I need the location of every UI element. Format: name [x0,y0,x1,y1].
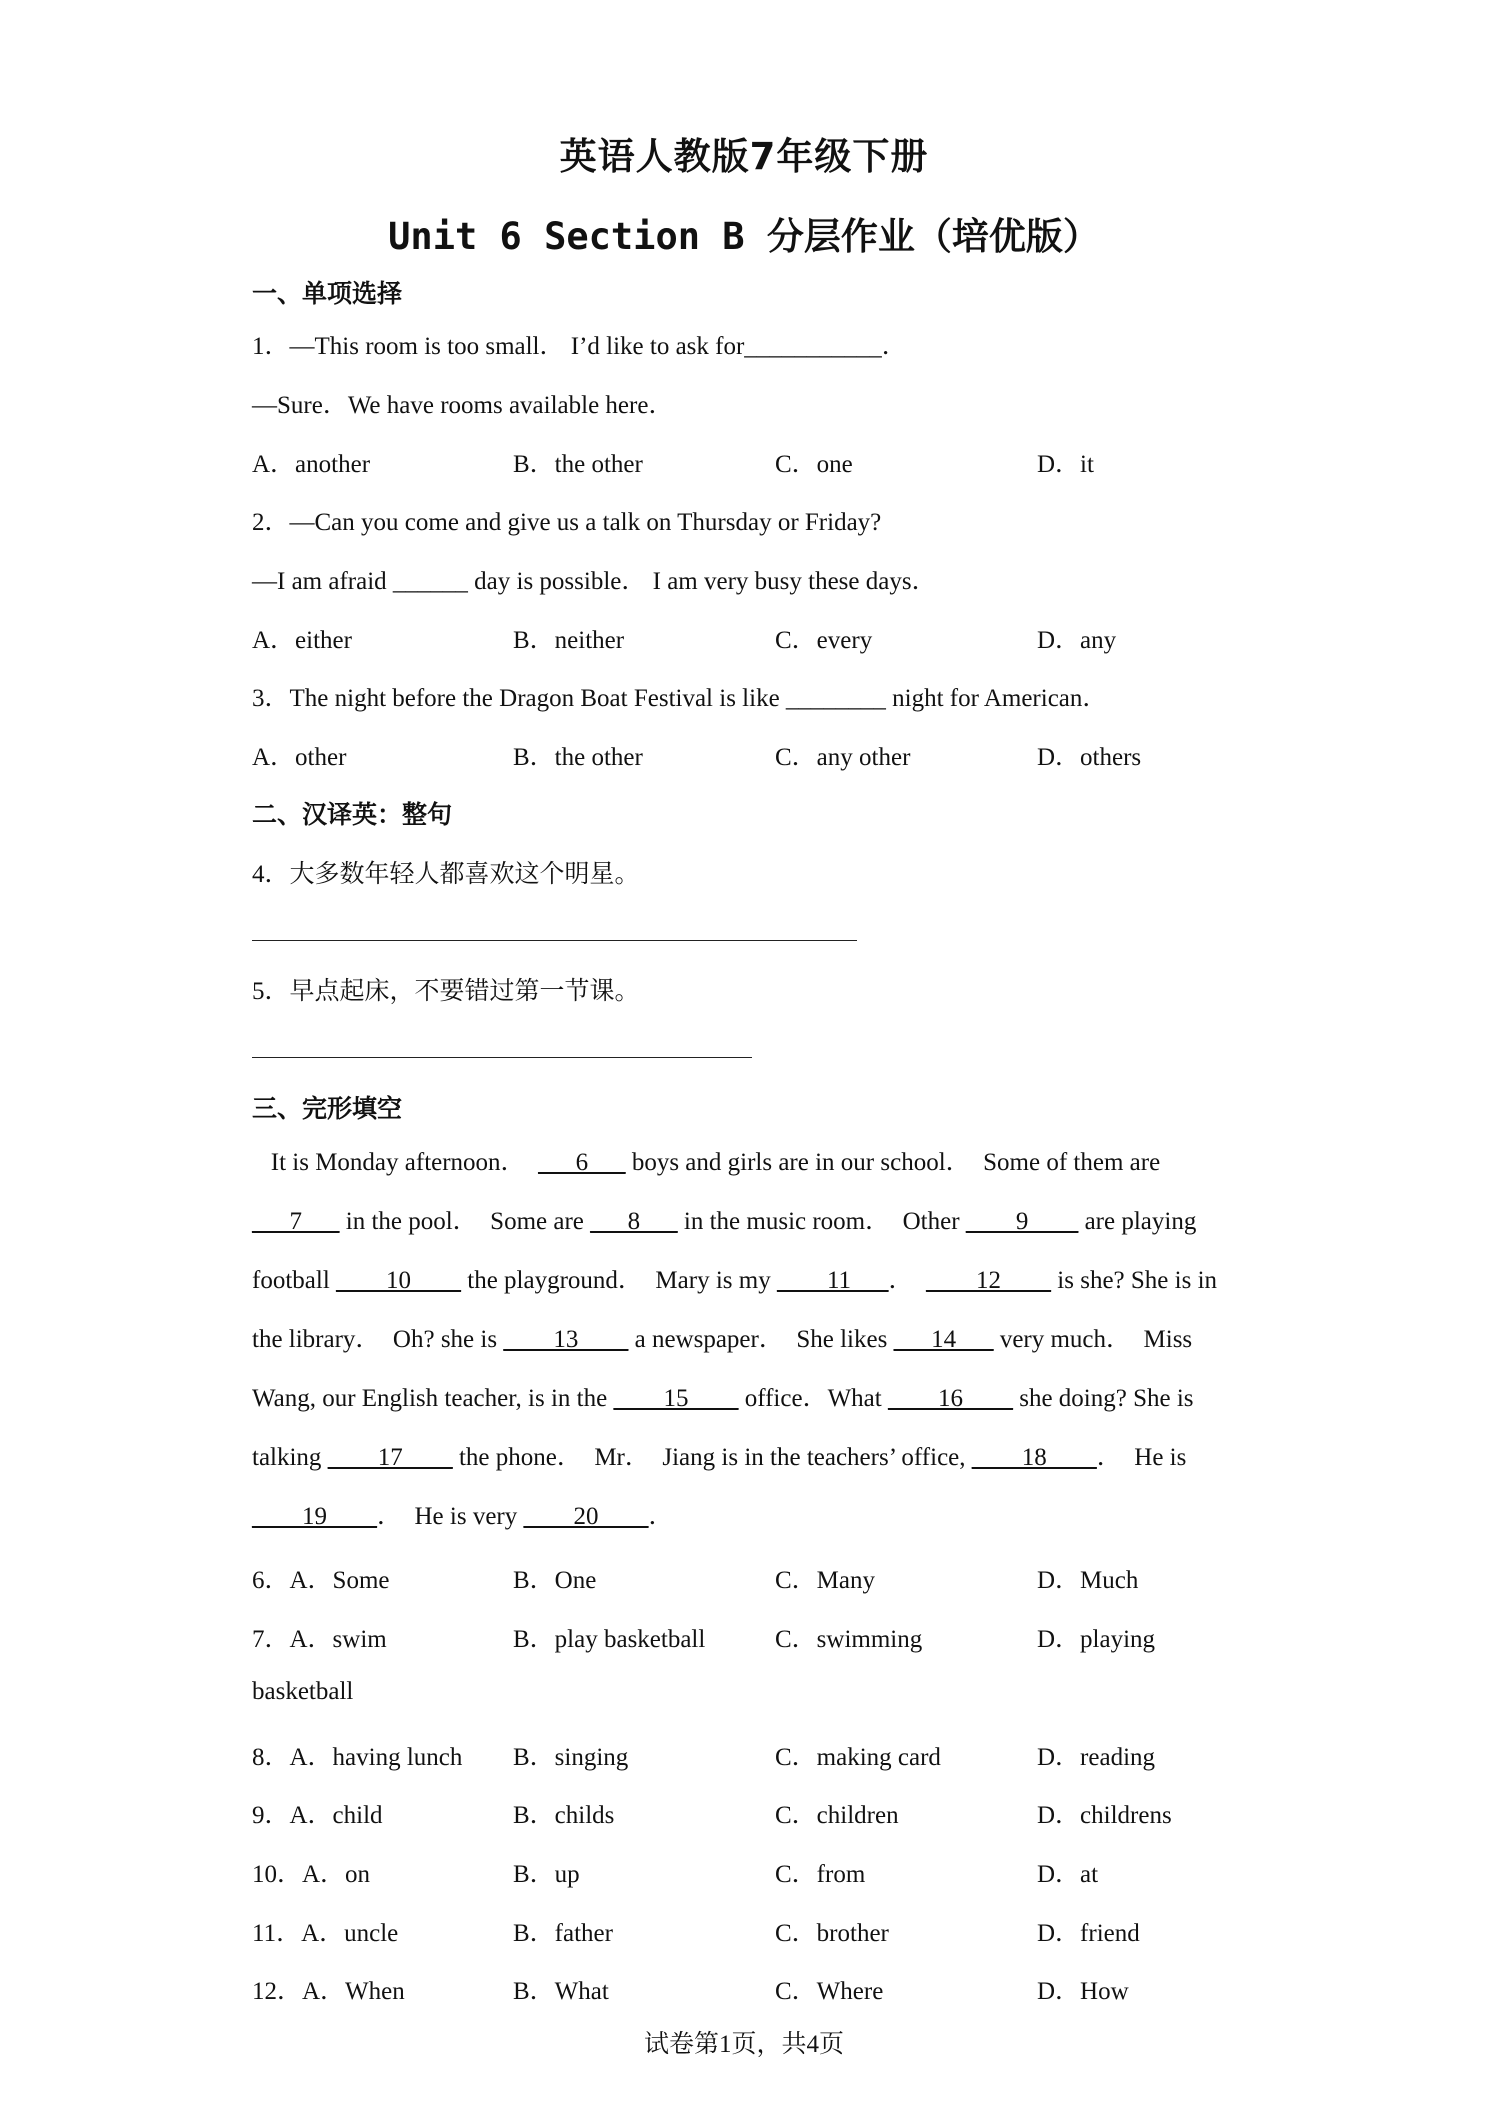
question-4-line: 4．大多数年轻人都喜欢这个明星。 [252,861,640,888]
question-11-option-c: C．brother [775,1920,889,1947]
blank-10: ____10____ [336,1267,462,1294]
passage-text: ． He is [1096,1444,1187,1471]
question-12-option-d: D．How [1037,1978,1129,2005]
question-1-option-c: C．one [775,451,853,478]
question-8-option-b: B．singing [513,1744,629,1771]
passage-line [252,1251,1248,1310]
question-8-option-c: C．making card [775,1744,941,1771]
question-3-option-d: D．others [1037,744,1142,771]
passage-text: office．What [738,1385,888,1412]
question-11-option-b: B．father [513,1920,613,1947]
question-9-option-a: 9．A．child [252,1802,383,1829]
question-12-option-c: C．Where [775,1978,884,2005]
passage-text: the library． Oh? she is [252,1326,504,1353]
blank-9: ____9____ [965,1208,1079,1235]
question-2-option-a: A．either [252,627,352,654]
passage-text: the phone． Mr． Jiang is in the teachers’ office, [452,1444,972,1471]
passage-text: football [252,1267,337,1294]
cloze-passage [252,1133,1248,1546]
passage-text: ． He is very [377,1503,524,1530]
passage-text: are playing [1078,1208,1197,1235]
question-1-option-d: D．it [1037,451,1094,478]
page-title: 英语人教版7年级下册 [559,135,929,178]
question-8-option-d: D．reading [1037,1744,1156,1771]
passage-line [252,1133,1248,1192]
question-6-option-c: C．Many [775,1567,876,1594]
passage-text: boys and girls are in our school． Some of them are [625,1149,1161,1176]
blank-11: ____11___ [776,1267,889,1294]
passage-text: Wang, our English teacher, is in the [252,1385,614,1412]
blank-13: ____13____ [503,1326,629,1353]
question-6-option-d: D．Much [1037,1567,1139,1594]
question-4-answer-line[interactable] [252,940,857,941]
blank-19: ____19____ [252,1503,377,1530]
question-2-line-2: —I am afraid ______ day is possible． I am very busy these days． [252,568,937,595]
passage-line [252,1310,1248,1369]
passage-line [252,1192,1248,1251]
blank-17: ____17____ [327,1444,453,1471]
question-10-option-a: 10．A．on [252,1861,371,1888]
section-heading-cloze: 三、完形填空 [252,1094,403,1123]
question-1-line-2: —Sure．We have rooms available here． [252,392,674,419]
passage-text: very much． Miss [993,1326,1193,1353]
page-footer: 试卷第1页，共4页 [643,2031,844,2058]
passage-text: a newspaper． She likes [628,1326,894,1353]
question-2-option-c: C．every [775,627,873,654]
blank-6: ___6___ [538,1149,626,1176]
question-3-line: 3．The night before the Dragon Boat Festival is like ________ night for American． [252,685,1108,712]
question-8-option-a: 8．A．having lunch [252,1744,463,1771]
section-heading-translation: 二、汉译英：整句 [252,800,453,829]
question-9-option-d: D．childrens [1037,1802,1172,1829]
question-9-option-c: C．children [775,1802,899,1829]
question-10-option-c: C．from [775,1861,866,1888]
passage-text: she doing? She is [1012,1385,1194,1412]
passage-line [252,1487,1248,1546]
blank-20: ____20____ [523,1503,649,1530]
question-2-line-1: 2．—Can you come and give us a talk on Thursday or Friday? [252,509,882,536]
question-7-option-c: C．swimming [775,1626,923,1653]
passage-text: in the pool． Some are [339,1208,591,1235]
section-heading-single-choice: 一、单项选择 [252,279,403,308]
question-10-option-b: B．up [513,1861,580,1888]
question-11-option-a: 11．A．uncle [252,1920,399,1947]
blank-16: ____16____ [887,1385,1013,1412]
passage-line [252,1428,1248,1487]
passage-text: the playground． Mary is my [461,1267,777,1294]
blank-12: ____12____ [926,1267,1052,1294]
question-5-answer-line[interactable] [252,1057,752,1058]
blank-8: ___8___ [590,1208,678,1235]
blank-7: ___7___ [252,1208,340,1235]
blank-18: ____18____ [971,1444,1097,1471]
question-3-option-b: B．the other [513,744,643,771]
passage-line [252,1369,1248,1428]
question-10-option-d: D．at [1037,1861,1099,1888]
blank-14: ___14___ [893,1326,994,1353]
question-3-option-a: A．other [252,744,347,771]
question-12-option-a: 12．A．When [252,1978,405,2005]
question-2-option-b: B．neither [513,627,625,654]
passage-text: ． [648,1503,674,1530]
question-2-option-d: D．any [1037,627,1117,654]
passage-text: is she? She is in [1051,1267,1218,1294]
blank-15: ____15____ [613,1385,739,1412]
passage-text: ． [888,1267,927,1294]
question-1-line-1: 1．—This room is too small． I’d like to ask for___________． [252,333,907,360]
page-subtitle: Unit 6 Section B 分层作业（培优版） [388,215,1100,258]
question-11-option-d: D．friend [1037,1920,1140,1947]
question-3-option-c: C．any other [775,744,911,771]
question-6-option-a: 6．A．Some [252,1567,390,1594]
passage-text: in the music room． Other [677,1208,966,1235]
question-5-line: 5．早点起床，不要错过第一节课。 [252,978,640,1005]
question-7-option-b: B．play basketball [513,1626,706,1653]
question-12-option-b: B．What [513,1978,609,2005]
passage-text: talking [252,1444,328,1471]
question-1-option-b: B．the other [513,451,643,478]
question-1-option-a: A．another [252,451,371,478]
question-7-option-d: D．playing [1037,1626,1156,1653]
question-7-option-d-wrap: basketball [252,1678,354,1705]
question-9-option-b: B．childs [513,1802,615,1829]
passage-text: It is Monday afternoon． [252,1149,539,1176]
question-6-option-b: B．One [513,1567,597,1594]
question-7-option-a: 7．A．swim [252,1626,387,1653]
